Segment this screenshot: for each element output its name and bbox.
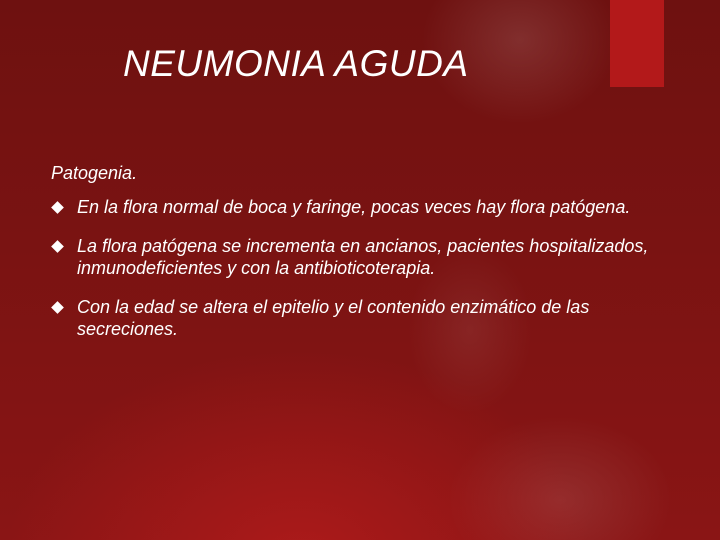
accent-block (610, 0, 664, 87)
bullet-item (51, 235, 671, 279)
diamond-bullet-icon (51, 301, 64, 314)
slide-subheading: Patogenia. (51, 163, 138, 183)
bullet-text: Con la edad se altera el epitelio y el contenido enzimático de las secreciones. (77, 297, 590, 339)
diamond-bullet-icon (51, 240, 64, 253)
bullet-item (51, 196, 671, 218)
slide-title: NEUMONIA AGUDA (123, 43, 469, 84)
bullet-list (51, 196, 671, 357)
bullet-item (51, 296, 671, 340)
diamond-bullet-icon (51, 201, 64, 214)
bullet-text: En la flora normal de boca y faringe, pocas veces hay flora patógena. (77, 197, 631, 217)
bullet-text: La flora patógena se incrementa en ancianos, pacientes hospitalizados, inmunodeficientes y con la antibioticoterapia. (77, 236, 649, 278)
